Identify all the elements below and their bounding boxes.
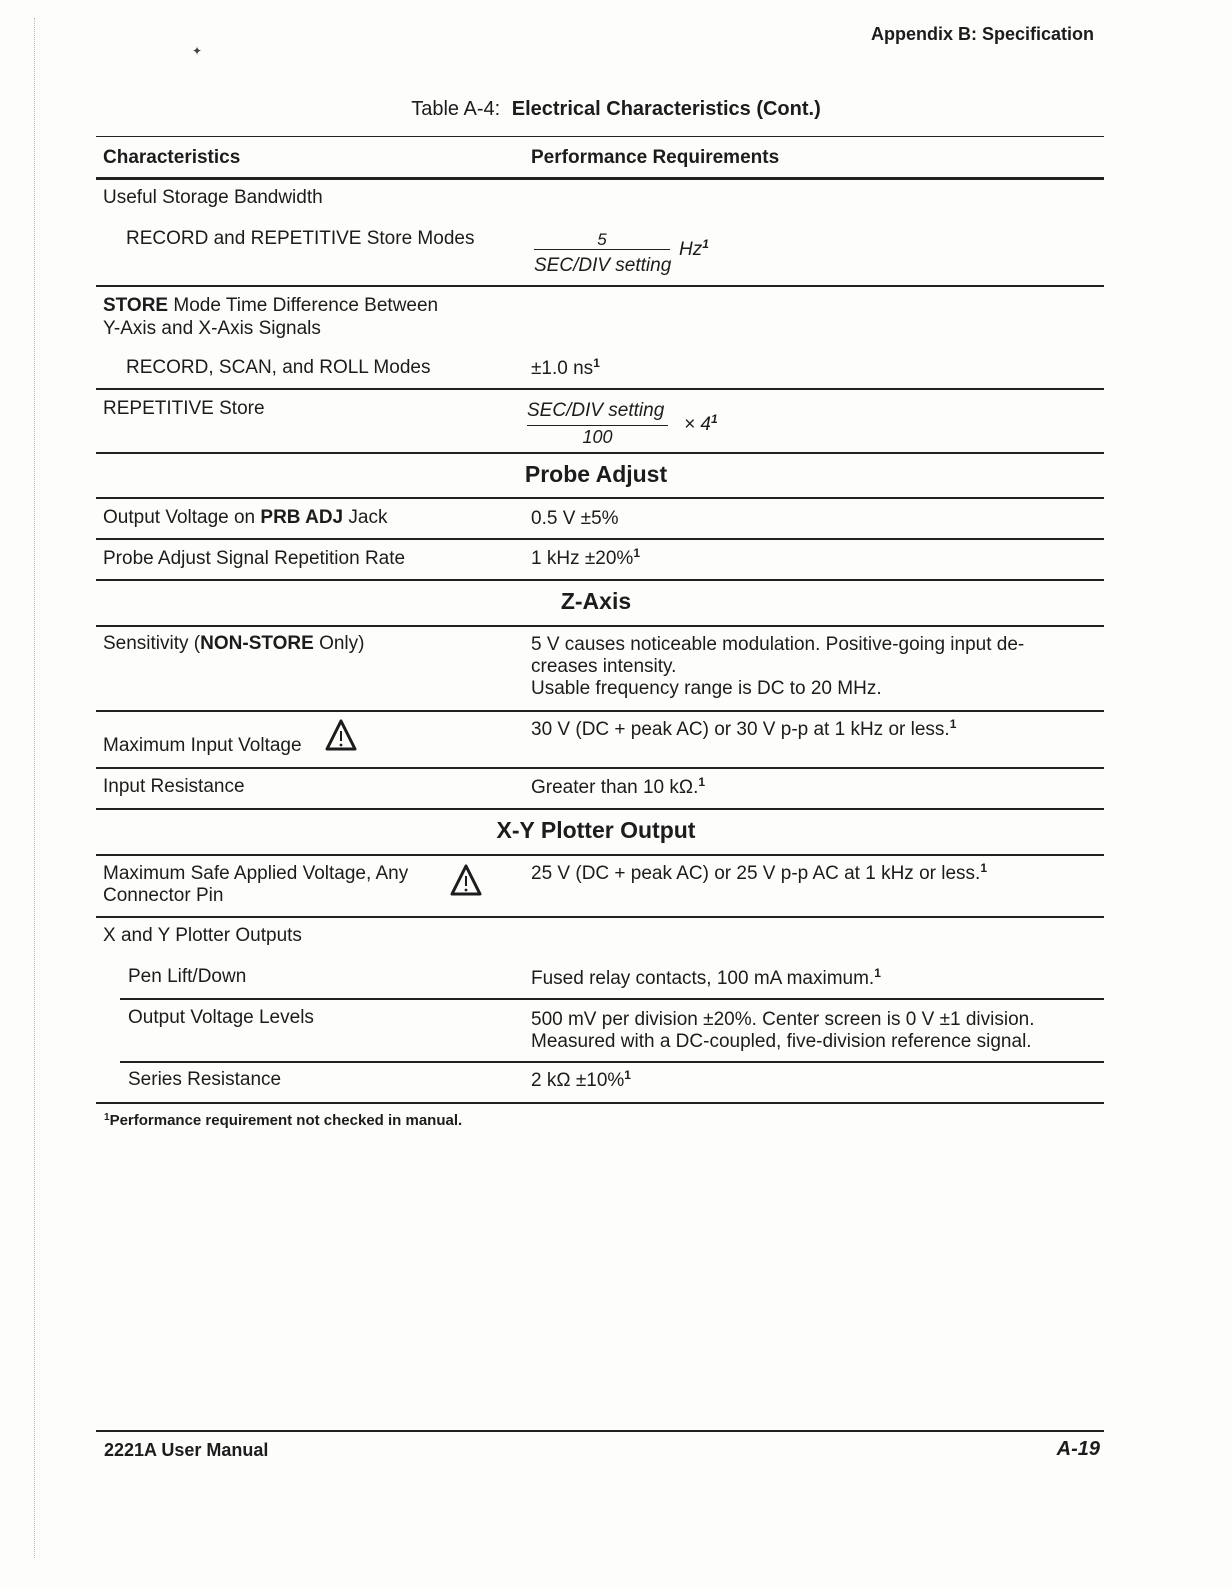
series-resistance-label: Series Resistance: [128, 1069, 282, 1090]
time-difference-title: STORE Mode Time Difference Between: [103, 295, 439, 316]
row-rule: [96, 625, 1104, 627]
z-axis-max-input-label: Maximum Input Voltage: [103, 735, 302, 756]
column-header-performance: Performance Requirements: [531, 147, 780, 168]
pen-lift-down-label: Pen Lift/Down: [128, 966, 247, 987]
section-heading-z-axis: Z-Axis: [560, 588, 632, 614]
repetitive-fraction-numerator: SEC/DIV setting: [527, 400, 665, 421]
xy-plotter-outputs-label: X and Y Plotter Outputs: [103, 925, 302, 946]
z-axis-input-resistance-label: Input Resistance: [103, 776, 245, 797]
pen-lift-down-value: Fused relay contacts, 100 mA maximum.$^1$: [531, 966, 881, 989]
column-header-characteristics: Characteristics: [103, 147, 241, 168]
binding-margin-line: [34, 18, 35, 1558]
row-rule: [96, 579, 1104, 581]
time-difference-modes-label: RECORD, SCAN, and ROLL Modes: [126, 357, 431, 378]
row-rule: [96, 854, 1104, 856]
running-head: Appendix B: Specification: [870, 24, 1094, 44]
xy-safe-voltage-label-line2: Connector Pin: [103, 885, 224, 906]
row-rule: [96, 285, 1104, 287]
section-heading-probe-adjust: Probe Adjust: [524, 461, 668, 487]
warning-triangle-icon: [449, 863, 483, 897]
page-speck: ✦: [192, 44, 203, 58]
storage-fraction-numerator: 5: [597, 230, 607, 249]
table-top-rule: [96, 136, 1104, 137]
row-rule: [96, 916, 1104, 918]
sub-row-rule: [120, 1061, 1104, 1063]
row-rule: [96, 710, 1104, 712]
row-rule: [96, 538, 1104, 540]
storage-fraction-denominator: SEC/DIV setting: [534, 255, 672, 276]
row-rule: [96, 388, 1104, 390]
repetitive-multiplier: × $4^1$: [684, 412, 718, 435]
footer-rule: [96, 1430, 1104, 1432]
xy-safe-voltage-label-line1: Maximum Safe Applied Voltage, Any: [103, 863, 409, 884]
table-title: [0, 98, 1232, 121]
storage-bandwidth-title: Useful Storage Bandwidth: [103, 187, 323, 208]
table-number: Table A-4:: [411, 98, 501, 120]
warning-triangle-icon: [324, 718, 358, 752]
repetitive-fraction-denominator: 100: [582, 427, 613, 447]
z-axis-sensitivity-label: Sensitivity (NON-STORE Only): [103, 633, 365, 654]
row-rule: [96, 497, 1104, 499]
output-voltage-levels-label: Output Voltage Levels: [128, 1007, 314, 1028]
table-footnote: $^1$Performance requirement not checked in manual.: [104, 1112, 463, 1129]
z-axis-input-resistance-value: Greater than 10 kΩ.$^1$: [531, 775, 706, 798]
output-voltage-levels-line2: Measured with a DC-coupled, five-division reference signal.: [531, 1031, 1032, 1052]
sub-row-rule: [120, 998, 1104, 1000]
z-axis-sensitivity-line3: Usable frequency range is DC to 20 MHz.: [531, 678, 882, 699]
series-resistance-value: 2 kΩ ±10%$^1$: [531, 1068, 631, 1091]
row-rule: [96, 808, 1104, 810]
storage-modes-label: RECORD and REPETITIVE Store Modes: [126, 228, 475, 249]
manual-title: 2221A User Manual: [104, 1440, 269, 1460]
probe-repetition-rate-label: Probe Adjust Signal Repetition Rate: [103, 548, 406, 569]
probe-repetition-rate-value: 1 kHz ±20%$^1$: [531, 546, 640, 569]
prb-adj-output-label: Output Voltage on PRB ADJ Jack: [103, 507, 388, 528]
z-axis-sensitivity-line1: 5 V causes noticeable modulation. Positive-going input de-: [531, 634, 1025, 655]
time-difference-value: ±1.0 $ns^1$: [531, 356, 600, 379]
table-title-text: Electrical Characteristics (Cont.): [511, 98, 821, 120]
time-difference-title-line2: Y-Axis and X-Axis Signals: [103, 318, 321, 339]
storage-fraction-bar: [534, 249, 670, 250]
output-voltage-levels-line1: 500 mV per division ±20%. Center screen is 0 V ±1 division.: [531, 1009, 1035, 1030]
xy-safe-voltage-value: 25 V (DC + peak AC) or 25 V p-p AC at 1 kHz or less.$^1$: [531, 861, 988, 884]
z-axis-max-input-value: 30 V (DC + peak AC) or 30 V p-p at 1 kHz or less.$^1$: [531, 717, 957, 740]
storage-unit: Hz$^1$: [679, 237, 709, 260]
section-heading-xy-plotter: X-Y Plotter Output: [496, 817, 696, 843]
page-number: A-19: [1056, 1438, 1100, 1460]
prb-adj-output-value: 0.5 V ±5%: [531, 508, 619, 529]
header-bottom-rule: [96, 177, 1104, 180]
row-rule: [96, 767, 1104, 769]
repetitive-store-label: REPETITIVE Store: [103, 398, 265, 419]
row-rule: [96, 452, 1104, 454]
table-bottom-rule: [96, 1102, 1104, 1104]
z-axis-sensitivity-line2: creases intensity.: [531, 656, 677, 677]
